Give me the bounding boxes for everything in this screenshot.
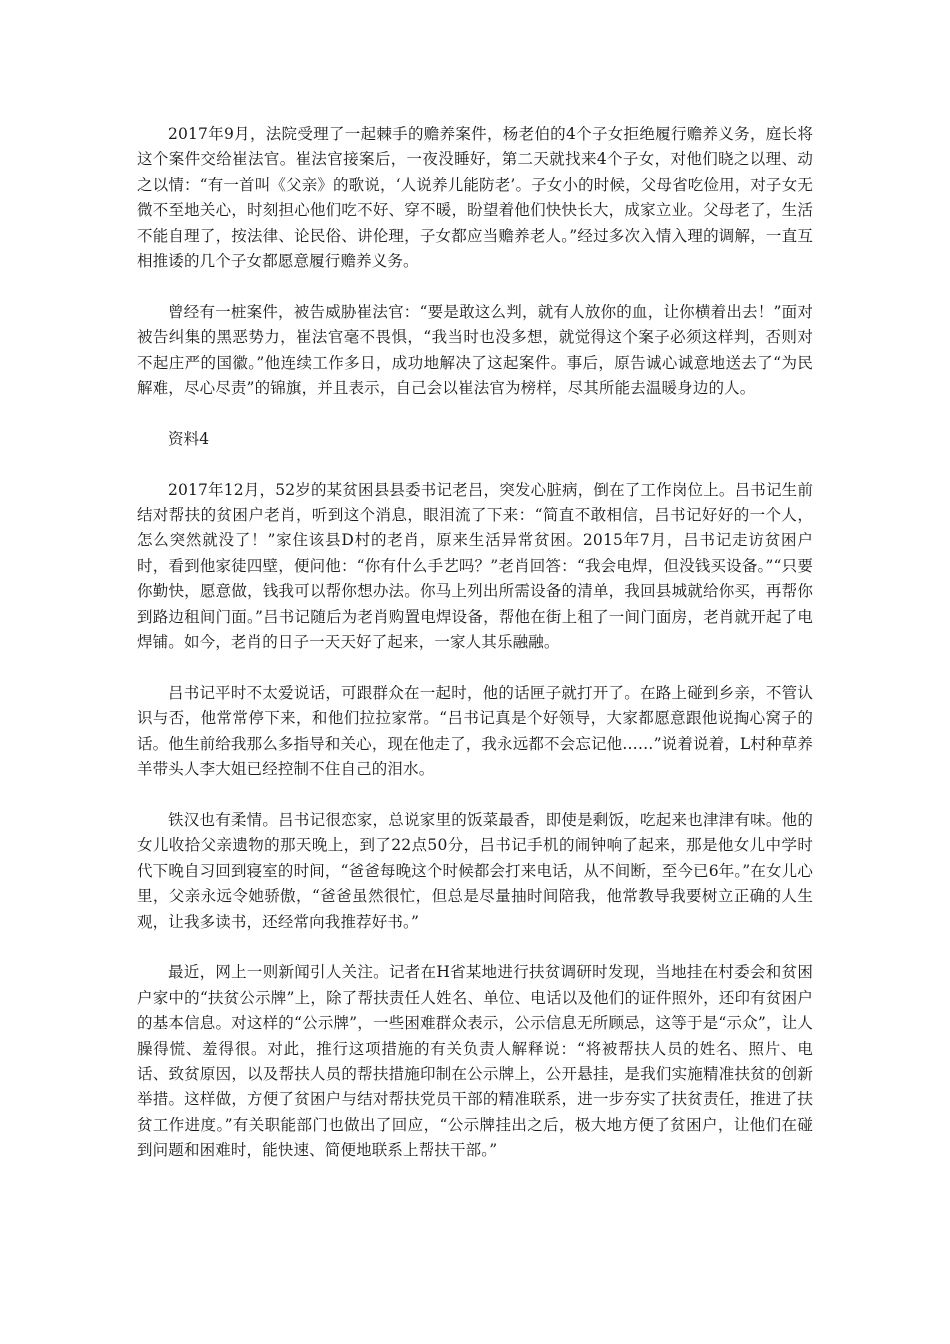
section-heading-material-4: 资料4 (168, 429, 210, 448)
paragraph-secretary-lv: 2017年12月，52岁的某贫困县县委书记老吕，突发心脏病，倒在了工作岗位上。吕书记生前结对帮扶的贫困户老肖，听到这个消息，眼泪流了下来：“简直不敢相信，吕书记好好的一个人，怎么突然就没了！”家住该县D村的老肖，原来生活异常贫困。2015年7月，吕书记走访贫困户时，看到他家徒四壁，便问他：“你有什么手艺吗？”老肖回答：“我会电焊，但没钱买设备。”“只要你勤快，愿意做，钱我可以帮你想办法。你马上列出所需设备的清单，我回县城就给你买，再帮你到路边租间门面。”吕书记随后为老肖购置电焊设备，帮他在街上租了一间门面房，老肖就开起了电焊铺。如今，老肖的日子一天天好了起来，一家人其乐融融。 (137, 480, 813, 652)
document-body (137, 122, 813, 1189)
paragraph-case-support: 2017年9月，法院受理了一起棘手的赡养案件，杨老伯的4个子女拒绝履行赡养义务，庭长将这个案件交给崔法官。崔法官接案后，一夜没睡好，第二天就找来4个子女，对他们晓之以理、动之以情：“有一首叫《父亲》的歌说，‘人说养儿能防老’。子女小的时候，父母省吃俭用，对子女无微不至地关心，时刻担心他们吃不好、穿不暖，盼望着他们快快长大，成家立业。父母老了，生活不能自理了，按法律、论民俗、讲伦理，子女都应当赡养老人。”经过多次入情入理的调解，一直互相推诿的几个子女都愿意履行赡养义务。 (137, 125, 813, 271)
paragraph-poverty-board-news: 最近，网上一则新闻引人关注。记者在H省某地进行扶贫调研时发现，当地挂在村委会和贫困户家中的“扶贫公示牌”上，除了帮扶责任人姓名、单位、电话以及他们的证件照外，还印有贫困户的基本信息。对这样的“公示牌”，一些困难群众表示，公示信息无所顾忌，这等于是“示众”，让人臊得慌、羞得很。对此，推行这项措施的有关负责人解释说：“将被帮扶人员的姓名、照片、电话、致贫原因，以及帮扶人员的帮扶措施印制在公示牌上，公开悬挂，是我们实施精准扶贫的创新举措。这样做，方便了贫困户与结对帮扶党员干部的精准联系，进一步夯实了扶贫责任，推进了扶贫工作进度。”有关职能部门也做出了回应，“公示牌挂出之后，极大地方便了贫困户，让他们在碰到问题和困难时，能快速、简便地联系上帮扶干部。” (137, 963, 813, 1160)
paragraph-secretary-villagers: 吕书记平时不太爱说话，可跟群众在一起时，他的话匣子就打开了。在路上碰到乡亲，不管认识与否，他常常停下来，和他们拉拉家常。“吕书记真是个好领导，大家都愿意跟他说掏心窝子的话。他生前给我那么多指导和关心，现在他走了，我永远都不会忘记他……”说着说着，L村种草养羊带头人李大姐已经控制不住自己的泪水。 (137, 683, 813, 779)
paragraph-secretary-family: 铁汉也有柔情。吕书记很恋家，总说家里的饭菜最香，即使是剩饭，吃起来也津津有味。他的女儿收拾父亲遗物的那天晚上，到了22点50分，吕书记手机的闹钟响了起来，那是他女儿中学时代下晚自习回到寝室的时间，“爸爸每晚这个时候都会打来电话，从不间断，至今已6年。”在女儿心里，父亲永远令她骄傲，“爸爸虽然很忙，但总是尽量抽时间陪我，他常教导我要树立正确的人生观，让我多读书，还经常向我推荐好书。” (137, 810, 813, 931)
paragraph-case-threat: 曾经有一桩案件，被告威胁崔法官：“要是敢这么判，就有人放你的血，让你横着出去！”面对被告纠集的黑恶势力，崔法官毫不畏惧，“我当时也没多想，就觉得这个案子必须这样判，否则对不起庄严的国徽。”他连续工作多日，成功地解决了这起案件。事后，原告诚心诚意地送去了“为民解难，尽心尽责”的锦旗，并且表示，自己会以崔法官为榜样，尽其所能去温暖身边的人。 (137, 302, 813, 398)
